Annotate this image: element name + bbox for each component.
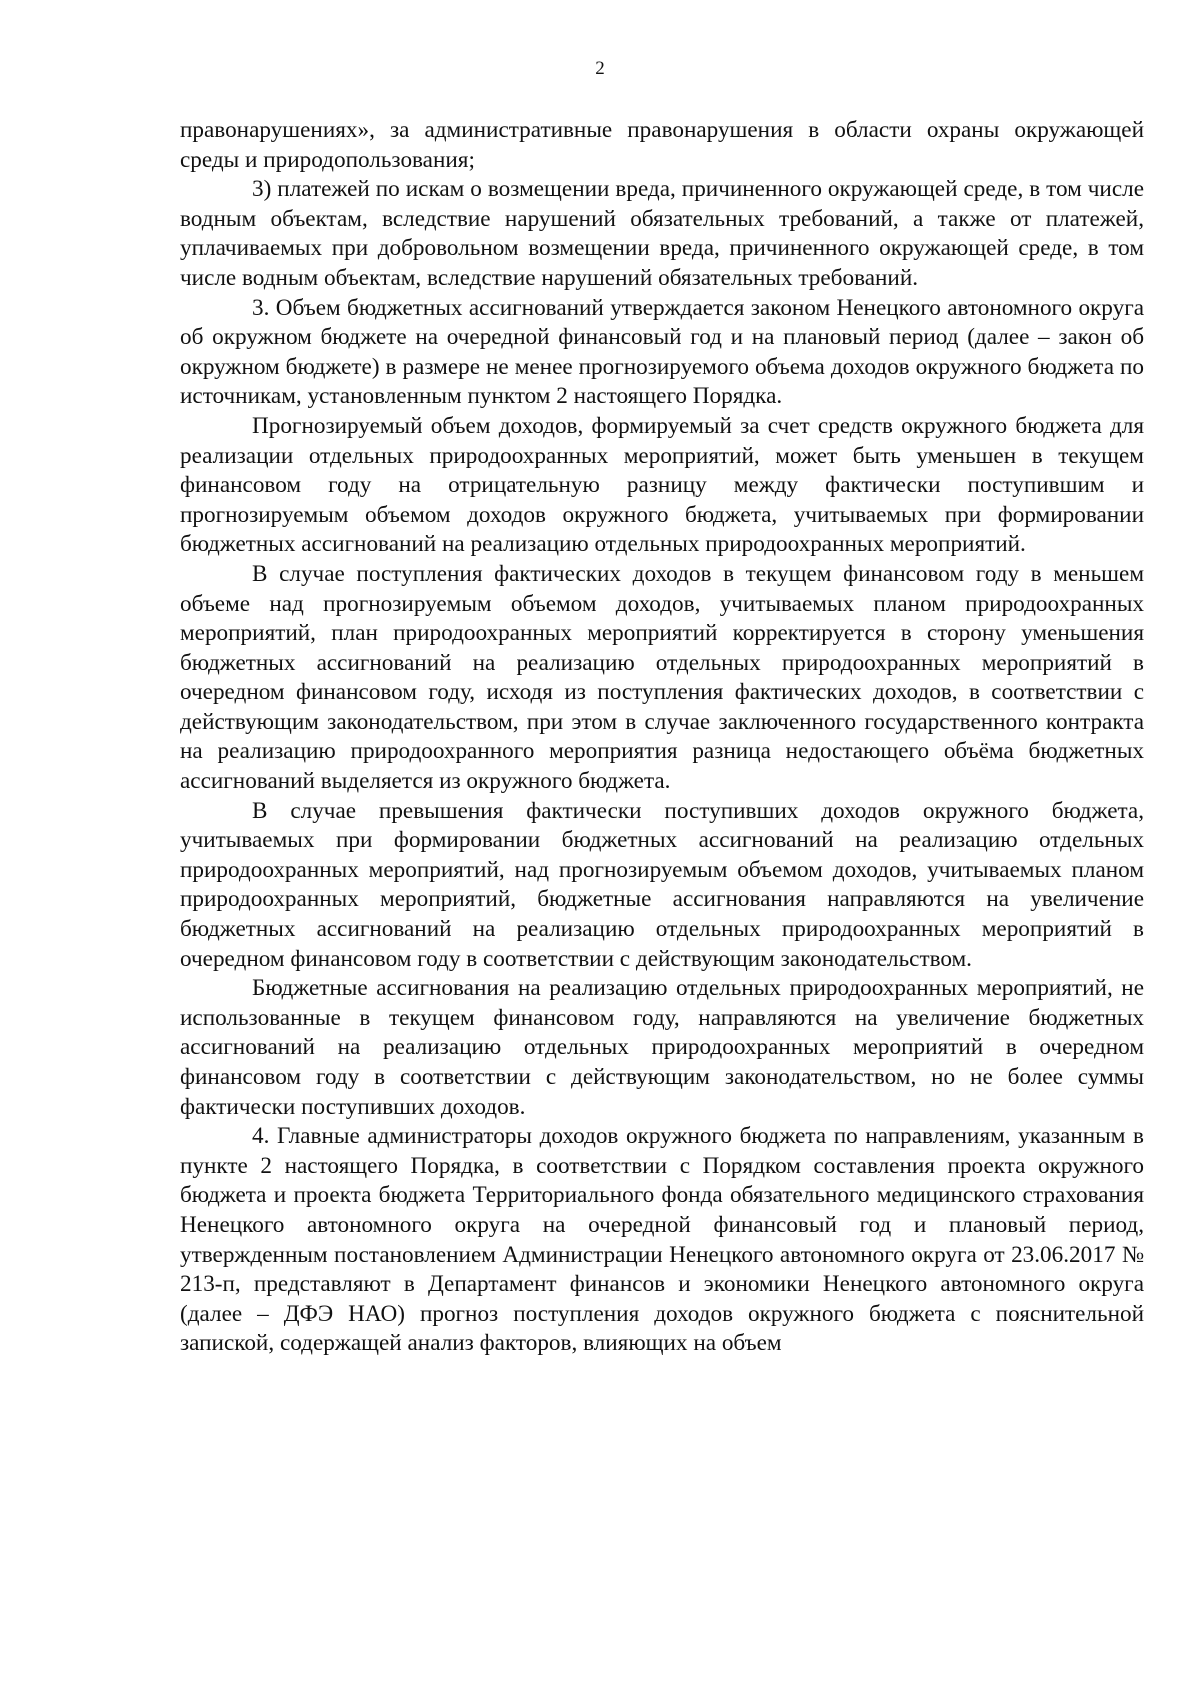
paragraph-forecast-reduction: Прогнозируемый объем доходов, формируемый за счет средств окружного бюджета для реализации отдельных природоохранных мероприятий, может быть уменьшен в текущем финансовом году на отрицательную разницу между фактически поступившим и прогнозируемым объемом доходов окружного бюджета, учитываемых при формировании бюджетных ассигнований на реализацию отдельных природоохранных мероприятий. bbox=[180, 412, 1144, 558]
page-number: 2 bbox=[595, 58, 605, 79]
paragraph-section-4: 4. Главные администраторы доходов окружного бюджета по направлениям, указанным в пункте 2 настоящего Порядка, в соответствии с Порядком составления проекта окружного бюджета и проекта бюджета Территориального фонда обязательного медицинского страхования Ненецкого автономного округа на очередной финансовый год и плановый период, утвержденным постановлением Администрации Ненецкого автономного округа от 23.06.2017 № 213-п, представляют в Департамент финансов и экономики Ненецкого автономного округа (далее – ДФЭ НАО) прогноз поступления доходов окружного бюджета с пояснительной запиской, содержащей анализ факторов, влияющих на объем bbox=[180, 1123, 1144, 1357]
paragraph-income-shortfall: В случае поступления фактических доходов в текущем финансовом году в меньшем объеме над прогнозируемым объемом доходов, учитываемых планом природоохранных мероприятий, план природоохранных мероприятий корректируется в сторону уменьшения бюджетных ассигнований на реализацию отдельных природоохранных мероприятий в очередном финансовом году, исходя из поступления фактических доходов, в соответствии с действующим законодательством, при этом в случае заключенного государственного контракта на реализацию природоохранного мероприятия разница недостающего объёма бюджетных ассигнований выделяется из окружного бюджета. bbox=[180, 560, 1144, 795]
paragraph-continuation: правонарушениях», за административные правонарушения в области охраны окружающей среды и природопользования; bbox=[180, 117, 1144, 173]
document-body bbox=[180, 116, 1144, 1359]
paragraph-item-3: 3) платежей по искам о возмещении вреда, причиненного окружающей среде, в том числе водным объектам, вследствие нарушений обязательных требований, а также от платежей, уплачиваемых при добровольном возмещении вреда, причиненного окружающей среде, в том числе водным объектам, вследствие нарушений обязательных требований. bbox=[180, 176, 1144, 291]
paragraph-unused-allocations: Бюджетные ассигнования на реализацию отдельных природоохранных мероприятий, не использованные в текущем финансовом году, направляются на увеличение бюджетных ассигнований на реализацию отдельных природоохранных мероприятий в очередном финансовом году в соответствии с действующим законодательством, но не более суммы фактически поступивших доходов. bbox=[180, 975, 1144, 1120]
paragraph-section-3: 3. Объем бюджетных ассигнований утверждается законом Ненецкого автономного округа об окружном бюджете на очередной финансовый год и на плановый период (далее – закон об окружном бюджете) в размере не менее прогнозируемого объема доходов окружного бюджета по источникам, установленным пунктом 2 настоящего Порядка. bbox=[180, 294, 1144, 410]
paragraph-income-excess: В случае превышения фактически поступивших доходов окружного бюджета, учитываемых при формировании бюджетных ассигнований на реализацию отдельных природоохранных мероприятий, над прогнозируемым объемом доходов, учитываемых планом природоохранных мероприятий, бюджетные ассигнования направляются на увеличение бюджетных ассигнований на реализацию отдельных природоохранных мероприятий в очередном финансовом году в соответствии с действующим законодательством. bbox=[180, 797, 1144, 972]
